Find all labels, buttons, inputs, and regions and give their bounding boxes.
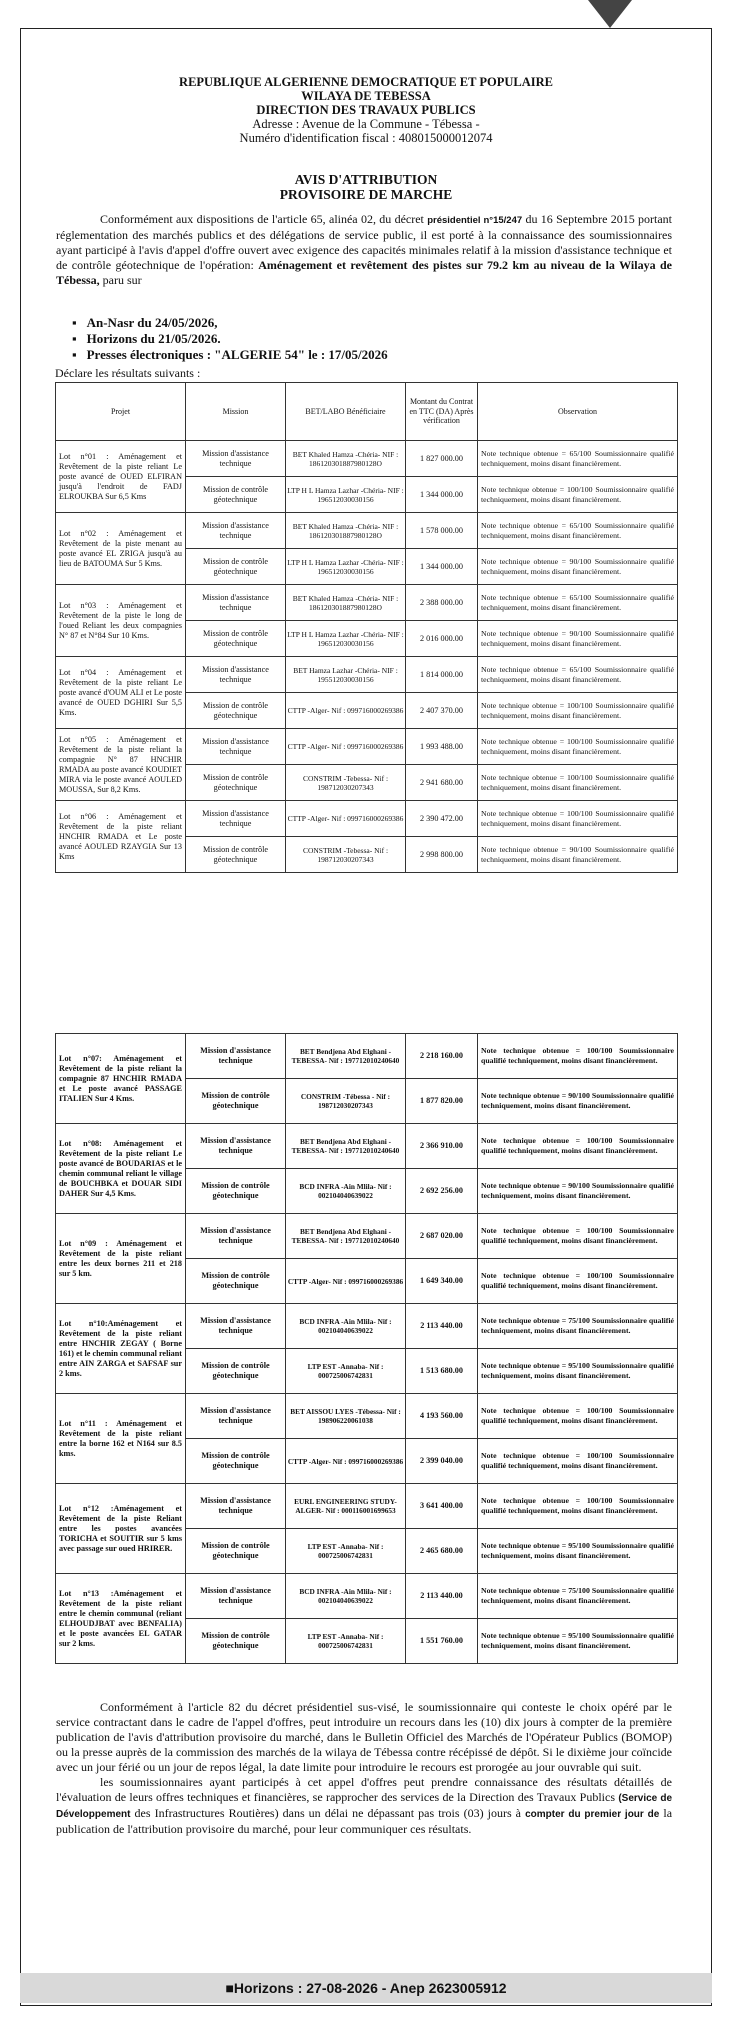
observation-cell: Note technique obtenue = 100/100 Soumissionnaire qualifié techniquement, moins disant financièrement. [478,1124,678,1169]
mission-cell: Mission d'assistance technique [186,1304,286,1349]
observation-cell: Note technique obtenue = 95/100 Soumissionnaire qualifié techniquement, moins disant financièrement. [478,1349,678,1394]
beneficiary-cell: CTTP -Alger- Nif : 099716000269386 [286,801,406,837]
table-row [56,1214,678,1259]
amount-cell: 1 649 340.00 [406,1259,478,1304]
observation-cell: Note technique obtenue = 65/100 Soumissionnaire qualifié techniquement, moins disant financièrement. [478,657,678,693]
amount-cell: 2 399 040.00 [406,1439,478,1484]
beneficiary-cell: BCD INFRA -Ain Mlila- Nif : 002104040639022 [286,1304,406,1349]
access-service: (Service de Développement [56,1793,672,1820]
beneficiary-cell: CTTP -Alger- Nif : 099716000269386 [286,1439,406,1484]
amount-cell: 2 465 680.00 [406,1529,478,1574]
table-row [56,657,678,693]
amount-cell: 2 016 000.00 [406,621,478,657]
beneficiary-cell: BET Hamza Lazhar -Chéria- NIF : 195512030030156 [286,657,406,693]
beneficiary-cell: LTP H L Hamza Lazhar -Chéria- NIF : 196512030030156 [286,621,406,657]
header-beneficiaire: BET/LABO Bénéficiaire [286,383,406,441]
lot-description: Lot n°05 : Aménagement et Revêtement de la piste reliant la compagnie N° 87 HNCHIR RMADA au poste avancé KOUDIET MIRA via le poste avancé AOULED MOUSSA, Sur 8,2 Kms. [56,729,186,801]
intro-tail: paru sur [102,273,142,287]
table-row [56,513,678,549]
observation-cell: Note technique obtenue = 90/100 Soumissionnaire qualifié techniquement, moins disant financièrement. [478,549,678,585]
amount-cell: 2 388 000.00 [406,585,478,621]
results-table-1 [55,382,678,873]
lot-description: Lot n°01 : Aménagement et Revêtement de la piste reliant Le poste avancé de OUED ELFIRAN jusqu'à l'endroit de FADJ ELROUKBA Sur 6,5 Kms [56,441,186,513]
mission-cell: Mission de contrôle géotechnique [186,1529,286,1574]
amount-cell: 1 344 000.00 [406,477,478,513]
observation-cell: Note technique obtenue = 100/100 Soumissionnaire qualifié techniquement, moins disant financièrement. [478,693,678,729]
beneficiary-cell: BCD INFRA -Ain Mlila- Nif : 002104040639022 [286,1169,406,1214]
publication-footer: ■Horizons : 27-08-2026 - Anep 2623005912 [20,1973,712,2003]
beneficiary-cell: LTP EST -Annaba- Nif : 000725006742831 [286,1349,406,1394]
header-mission: Mission [186,383,286,441]
table-row [56,1034,678,1079]
lot-description: Lot n°04 : Aménagement et Revêtement de la piste reliant Le poste avancé d'OUM ALI et Le poste avancé de OUED DGHIRI Sur 5,5 Kms. [56,657,186,729]
beneficiary-cell: BET Khaled Hamza -Chéria- NIF : 186120301887980128O [286,513,406,549]
closing-paragraphs [56,1700,672,1837]
beneficiary-cell: CTTP -Alger- Nif : 099716000269386 [286,729,406,765]
beneficiary-cell: BET Bendjena Abd Elghani -TEBESSA- Nif : 197712010240640 [286,1214,406,1259]
title-line-2: PROVISOIRE DE MARCHE [279,187,453,202]
observation-cell: Note technique obtenue = 90/100 Soumissionnaire qualifié techniquement, moins disant financièrement. [478,837,678,873]
beneficiary-cell: CONSTRIM -Tebessa- Nif : 198712030207343 [286,837,406,873]
table-row [56,1574,678,1619]
table-row [56,585,678,621]
mission-cell: Mission d'assistance technique [186,441,286,477]
beneficiary-cell: BET Khaled Hamza -Chéria- NIF : 186120301887980128O [286,441,406,477]
mission-cell: Mission d'assistance technique [186,1034,286,1079]
amount-cell: 2 218 160.00 [406,1034,478,1079]
observation-cell: Note technique obtenue = 65/100 Soumissionnaire qualifié techniquement, moins disant financièrement. [478,585,678,621]
amount-cell: 4 193 560.00 [406,1394,478,1439]
publications-list [72,315,388,363]
access-text-3: la publication de l'attribution provisoire du marché, pour leur communiquer ces résultats. [56,1806,673,1836]
beneficiary-cell: BET Khaled Hamza -Chéria- NIF : 186120301887980128O [286,585,406,621]
table-row [56,729,678,765]
amount-cell: 1 827 000.00 [406,441,478,477]
amount-cell: 2 366 910.00 [406,1124,478,1169]
table-row [56,441,678,477]
amount-cell: 2 998 800.00 [406,837,478,873]
mission-cell: Mission d'assistance technique [186,585,286,621]
observation-cell: Note technique obtenue = 65/100 Soumissionnaire qualifié techniquement, moins disant financièrement. [478,441,678,477]
publication-item: ▪ Horizons du 21/05/2026. [72,331,388,347]
lot-description: Lot n°10:Aménagement et Revêtement de la piste reliant entre HNCHIR ZEGAY ( Borne 161) et le chemin communal reliant entre AIN ZARGA et SAFSAF sur 2 kms. [56,1304,186,1394]
observation-cell: Note technique obtenue = 95/100 Soumissionnaire qualifié techniquement, moins disant financièrement. [478,1529,678,1574]
lot-description: Lot n°12 :Aménagement et Revêtement de la piste Reliant entre les postes avancées TORICHA et SOUITIR sur 5 kms avec passage sur oued HRIRER. [56,1484,186,1574]
publication-item: ▪ An-Nasr du 24/05/2026, [72,315,388,331]
mission-cell: Mission d'assistance technique [186,657,286,693]
observation-cell: Note technique obtenue = 90/100 Soumissionnaire qualifié techniquement, moins disant financièrement. [478,621,678,657]
amount-cell: 3 641 400.00 [406,1484,478,1529]
beneficiary-cell: CONSTRIM -Tébessa - Nif : 198712030207343 [286,1079,406,1124]
intro-operation: Aménagement et revêtement des pistes sur 79.2 km au niveau de la Wilaya de Tébessa, [56,258,672,287]
access-from: compter du premier jour de [525,1809,660,1820]
table-row [56,1484,678,1529]
intro-text-2: du 16 Septembre 2015 portant réglementation des marchés publics et des délégations de service public, il est porté à la connaissance des soumissionnaires ayant participé à l'avis d'appel d'offre ouvert avec exigence des capacités minimales relatif à la mission d'assistance technique et de contrôle géotechnique de l'opération: [56,212,673,272]
mission-cell: Mission de contrôle géotechnique [186,1619,286,1664]
table-row [56,1124,678,1169]
mission-cell: Mission de contrôle géotechnique [186,1439,286,1484]
results-access-paragraph [56,1775,672,1837]
beneficiary-cell: BET Bendjena Abd Elghani -TEBESSA- Nif : 197712010240640 [286,1124,406,1169]
mission-cell: Mission de contrôle géotechnique [186,477,286,513]
amount-cell: 2 941 680.00 [406,765,478,801]
recourse-paragraph: Conformément à l'article 82 du décret présidentiel sus-visé, le soumissionnaire qui conteste le choix opéré par le service contractant dans le cadre de l'appel d'offres, peut introduire un recours dans les (10) dix jours à compter de la première publication de l'avis d'attribution provisoire du marché, dans le Bulletin Officiel des Marchés de l'Opérateur Publics (BOMOP) ou la presse auprès de la commission des marchés de la wilaya de Tébessa contre récépissé de dépôt. Si le dixième jour coïncide avec un jour férié ou un jour de repos légal, la date limite pour introduire le recours est prorogée au jour ouvrable qui suit. [56,1700,672,1774]
amount-cell: 2 390 472.00 [406,801,478,837]
observation-cell: Note technique obtenue = 100/100 Soumissionnaire qualifié techniquement, moins disant financièrement. [478,729,678,765]
mission-cell: Mission d'assistance technique [186,801,286,837]
publication-item: ▪ Presses électroniques : "ALGERIE 54" le : 17/05/2026 [72,347,388,363]
amount-cell: 1 877 820.00 [406,1079,478,1124]
amount-cell: 2 687 020.00 [406,1214,478,1259]
beneficiary-cell: BET Bendjena Abd Elghani -TEBESSA- Nif : 197712010240640 [286,1034,406,1079]
mission-cell: Mission d'assistance technique [186,729,286,765]
lot-description: Lot n°08: Aménagement et Revêtement de la piste reliant Le poste avancé de BOUDARIAS et le chemin communal reliant le village de BOUCHBKA et DOUAR SIDI DAHER Sur 4,5 Kms. [56,1124,186,1214]
observation-cell: Note technique obtenue = 100/100 Soumissionnaire qualifié techniquement, moins disant financièrement. [478,1259,678,1304]
amount-cell: 1 814 000.00 [406,657,478,693]
lot-description: Lot n°06 : Aménagement et Revêtement de la piste reliant HNCHIR RMADA et Le poste avancé AOULED RZAYGIA Sur 13 Kms [56,801,186,873]
amount-cell: 1 513 680.00 [406,1349,478,1394]
intro-decree: présidentiel n°15/247 [427,215,523,226]
mission-cell: Mission de contrôle géotechnique [186,837,286,873]
title-line-1: AVIS D'ATTRIBUTION [294,172,438,187]
amount-cell: 1 551 760.00 [406,1619,478,1664]
mission-cell: Mission d'assistance technique [186,1214,286,1259]
mission-cell: Mission d'assistance technique [186,1124,286,1169]
notice-header [0,75,732,145]
mission-cell: Mission d'assistance technique [186,1574,286,1619]
beneficiary-cell: BCD INFRA -Ain Mlila- Nif : 002104040639022 [286,1574,406,1619]
notice-title [0,172,732,202]
amount-cell: 2 113 440.00 [406,1574,478,1619]
access-text-1: les soumissionnaires ayant participés à cet appel d'offres peut prendre connaissance des résultats détaillés de l'évaluation de leurs offres techniques et financières, se rapprocher des services de la Direction des Travaux Publics [56,1775,672,1804]
mission-cell: Mission de contrôle géotechnique [186,1079,286,1124]
header-montant: Montant du Contrat en TTC (DA) Après vérification [406,383,478,441]
mission-cell: Mission de contrôle géotechnique [186,1169,286,1214]
mission-cell: Mission de contrôle géotechnique [186,1259,286,1304]
header-observation: Observation [478,383,678,441]
header-address: Adresse : Avenue de la Commune - Tébessa - [252,117,480,131]
observation-cell: Note technique obtenue = 100/100 Soumissionnaire qualifié techniquement, moins disant financièrement. [478,765,678,801]
intro-text-1: Conformément aux dispositions de l'article 65, alinéa 02, du décret [100,212,424,226]
table-row [56,1394,678,1439]
beneficiary-cell: LTP H L Hamza Lazhar -Chéria- NIF : 196512030030156 [286,549,406,585]
table-row [56,801,678,837]
declare-results: Déclare les résultats suivants : [55,366,201,380]
observation-cell: Note technique obtenue = 90/100 Soumissionnaire qualifié techniquement, moins disant financièrement. [478,1079,678,1124]
mission-cell: Mission de contrôle géotechnique [186,621,286,657]
observation-cell: Note technique obtenue = 100/100 Soumissionnaire qualifié techniquement, moins disant financièrement. [478,1214,678,1259]
observation-cell: Note technique obtenue = 100/100 Soumissionnaire qualifié techniquement, moins disant financièrement. [478,477,678,513]
lot-description: Lot n°02 : Aménagement et Revêtement de la piste menant au poste avancé EL ZRIGA jusqu'à au lieu de BATOUMA Sur 5 Kms. [56,513,186,585]
lot-description: Lot n°03 : Aménagement et Revêtement de la piste le long de l'oued Reliant les deux compagnies N° 87 et N°84 Sur 10 Kms. [56,585,186,657]
mission-cell: Mission de contrôle géotechnique [186,549,286,585]
observation-cell: Note technique obtenue = 75/100 Soumissionnaire qualifié techniquement, moins disant financièrement. [478,1304,678,1349]
header-projet: Projet [56,383,186,441]
access-text-2: des Infrastructures Routières) dans un délai ne dépassant pas trois (03) jours à [134,1806,522,1820]
amount-cell: 2 113 440.00 [406,1304,478,1349]
mission-cell: Mission de contrôle géotechnique [186,1349,286,1394]
lot-description: Lot n°07: Aménagement et Revêtement de la piste reliant la compagnie 87 HNCHIR RMADA et Le poste avancé PASSAGE ITALIEN Sur 4 Kms. [56,1034,186,1124]
observation-cell: Note technique obtenue = 100/100 Soumissionnaire qualifié techniquement, moins disant financièrement. [478,801,678,837]
beneficiary-cell: BET AISSOU LYES -Tébessa- Nif : 198906220061038 [286,1394,406,1439]
lot-description: Lot n°11 : Aménagement et Revêtement de la piste reliant entre la borne 162 et N164 sur 8.5 kms. [56,1394,186,1484]
amount-cell: 1 344 000.00 [406,549,478,585]
results-table-2 [55,1033,678,1664]
top-decoration [588,0,632,28]
amount-cell: 2 407 370.00 [406,693,478,729]
mission-cell: Mission d'assistance technique [186,513,286,549]
observation-cell: Note technique obtenue = 65/100 Soumissionnaire qualifié techniquement, moins disant financièrement. [478,513,678,549]
mission-cell: Mission d'assistance technique [186,1484,286,1529]
header-nif: Numéro d'identification fiscal : 408015000012074 [239,131,493,145]
beneficiary-cell: CTTP -Alger- Nif : 099716000269386 [286,1259,406,1304]
observation-cell: Note technique obtenue = 75/100 Soumissionnaire qualifié techniquement, moins disant financièrement. [478,1574,678,1619]
beneficiary-cell: LTP EST -Annaba- Nif : 000725006742831 [286,1619,406,1664]
observation-cell: Note technique obtenue = 90/100 Soumissionnaire qualifié techniquement, moins disant financièrement. [478,1169,678,1214]
beneficiary-cell: LTP EST -Annaba- Nif : 000725006742831 [286,1529,406,1574]
observation-cell: Note technique obtenue = 100/100 Soumissionnaire qualifié techniquement, moins disant financièrement. [478,1394,678,1439]
header-wilaya: WILAYA DE TEBESSA [301,89,431,103]
lot-description: Lot n°09 : Aménagement et Revêtement de la piste reliant entre les deux bornes 211 et 218 sur 5 km. [56,1214,186,1304]
mission-cell: Mission de contrôle géotechnique [186,693,286,729]
mission-cell: Mission de contrôle géotechnique [186,765,286,801]
observation-cell: Note technique obtenue = 100/100 Soumissionnaire qualifié techniquement, moins disant financièrement. [478,1034,678,1079]
header-republic: REPUBLIQUE ALGERIENNE DEMOCRATIQUE ET POPULAIRE [179,75,553,89]
lot-description: Lot n°13 :Aménagement et Revêtement de la piste reliant entre le chemin communal (reliant ELHOUDJBAT avec BENFALIA) et le poste avancées EL GATAR sur 2 kms. [56,1574,186,1664]
beneficiary-cell: EURL ENGINEERING STUDY-ALGER- Nif : 000116001699653 [286,1484,406,1529]
intro-paragraph [56,212,672,288]
observation-cell: Note technique obtenue = 100/100 Soumissionnaire qualifié techniquement, moins disant financièrement. [478,1484,678,1529]
observation-cell: Note technique obtenue = 100/100 Soumissionnaire qualifié techniquement, moins disant financièrement. [478,1439,678,1484]
amount-cell: 2 692 256.00 [406,1169,478,1214]
header-direction: DIRECTION DES TRAVAUX PUBLICS [256,103,476,117]
table-row [56,1304,678,1349]
beneficiary-cell: LTP H L Hamza Lazhar -Chéria- NIF : 196512030030156 [286,477,406,513]
beneficiary-cell: CONSTRIM -Tebessa- Nif : 198712030207343 [286,765,406,801]
beneficiary-cell: CTTP -Alger- Nif : 099716000269386 [286,693,406,729]
amount-cell: 1 993 488.00 [406,729,478,765]
amount-cell: 1 578 000.00 [406,513,478,549]
mission-cell: Mission d'assistance technique [186,1394,286,1439]
observation-cell: Note technique obtenue = 95/100 Soumissionnaire qualifié techniquement, moins disant financièrement. [478,1619,678,1664]
